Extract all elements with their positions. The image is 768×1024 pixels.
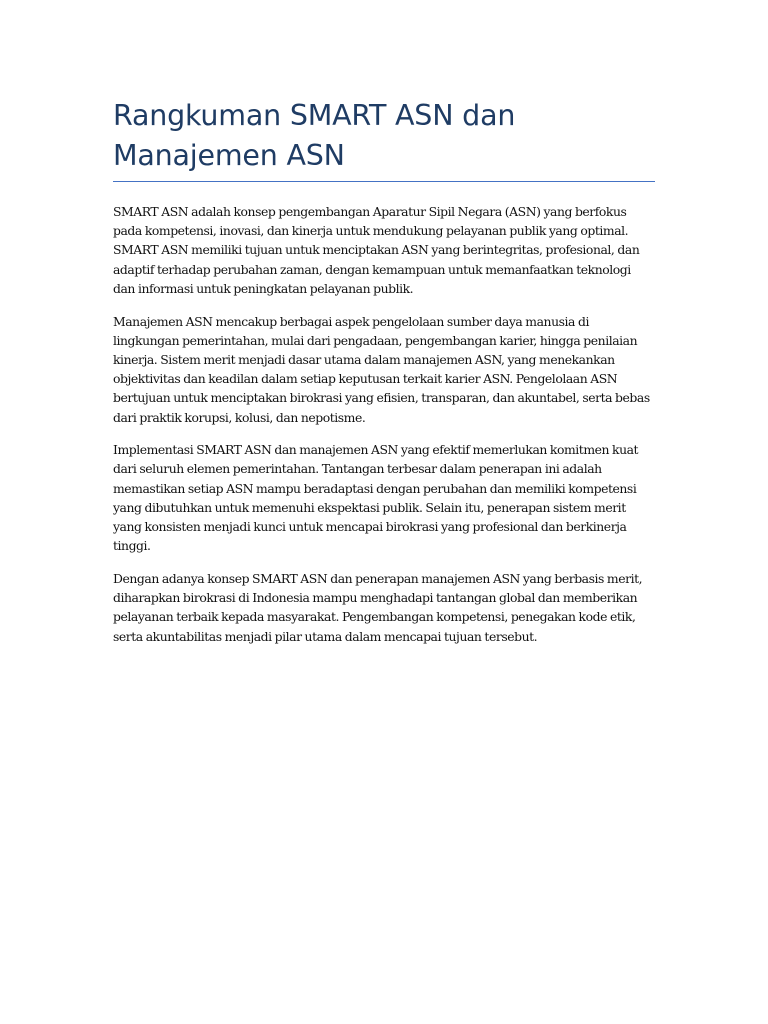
paragraph-implementasi: Implementasi SMART ASN dan manajemen ASN yang efektif memerlukan komitmen kuat dari seluruh elemen pemerintahan. Tantangan terbesar dalam penerapan ini adalah memastikan setiap ASN mampu beradaptasi dengan perubahan dan memiliki kompetensi yang dibutuhkan untuk memenuhi ekspektasi publik. Selain itu, penerapan sistem merit yang konsisten menjadi kunci untuk mencapai birokrasi yang profesional dan berkinerja tinggi. (113, 442, 639, 554)
paragraph-smart-asn-definition: SMART ASN adalah konsep pengembangan Aparatur Sipil Negara (ASN) yang berfokus pada kompetensi, inovasi, dan kinerja untuk mendukung pelayanan publik yang optimal. SMART ASN memiliki tujuan untuk menciptakan ASN yang berintegritas, profesional, dan adaptif terhadap perubahan zaman, dengan kemampuan untuk memanfaatkan teknologi dan informasi untuk peningkatan pelayanan publik. (113, 204, 640, 296)
paragraph-kesimpulan: Dengan adanya konsep SMART ASN dan penerapan manajemen ASN yang berbasis merit, diharapkan birokrasi di Indonesia mampu menghadapi tantangan global dan memberikan pelayanan terbaik kepada masyarakat. Pengembangan kompetensi, penegakan kode etik, serta akuntabilitas menjadi pilar utama dalam mencapai tujuan tersebut. (113, 570, 643, 644)
document-title: Rangkuman SMART ASN dan Manajemen ASN (113, 99, 516, 172)
title-underline-rule (113, 181, 655, 182)
document-content (113, 96, 655, 659)
paragraph-manajemen-asn: Manajemen ASN mencakup berbagai aspek pengelolaan sumber daya manusia di lingkungan pemerintahan, mulai dari pengadaan, pengembangan karier, hingga penilaian kinerja. Sistem merit menjadi dasar utama dalam manajemen ASN, yang menekankan objektivitas dan keadilan dalam setiap keputusan terkait karier ASN. Pengelolaan ASN bertujuan untuk menciptakan birokrasi yang efisien, transparan, dan akuntabel, serta bebas dari praktik korupsi, kolusi, dan nepotisme. (113, 313, 650, 425)
